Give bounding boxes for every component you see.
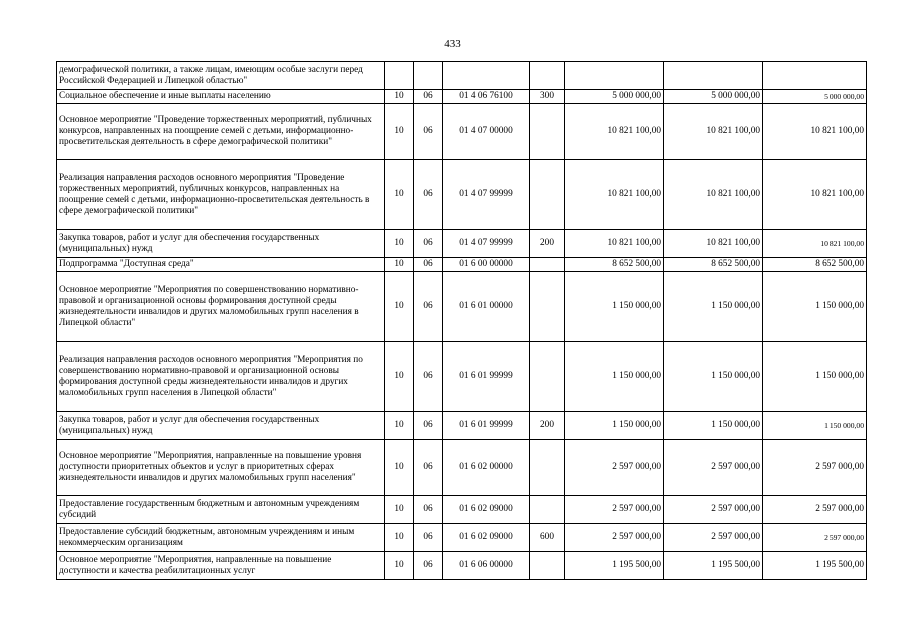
table-row [57, 272, 867, 342]
cell-subsection: 06 [414, 524, 443, 552]
cell-subsection [414, 62, 443, 90]
cell-expense-type: 600 [530, 524, 565, 552]
cell-target-article: 01 4 07 00000 [443, 104, 530, 160]
cell-target-article: 01 4 07 99999 [443, 160, 530, 230]
cell-subsection: 06 [414, 496, 443, 524]
cell-amount-3: 2 597 000,00 [763, 496, 867, 524]
cell-amount-1: 2 597 000,00 [565, 440, 664, 496]
cell-amount-2: 10 821 100,00 [664, 230, 763, 258]
cell-section: 10 [385, 272, 414, 342]
table-row [57, 160, 867, 230]
cell-amount-3: 1 150 000,00 [763, 412, 867, 440]
cell-target-article: 01 6 02 09000 [443, 496, 530, 524]
cell-description: Предоставление государственным бюджетным и автономным учреждениям субсидий [57, 496, 385, 524]
cell-amount-2: 1 150 000,00 [664, 412, 763, 440]
cell-description: Закупка товаров, работ и услуг для обеспечения государственных (муниципальных) нужд [57, 230, 385, 258]
cell-section: 10 [385, 104, 414, 160]
cell-section: 10 [385, 342, 414, 412]
cell-section: 10 [385, 160, 414, 230]
table-row [57, 104, 867, 160]
cell-description: Основное мероприятие "Мероприятия, направленные на повышение уровня доступности приоритетных объектов и услуг в приоритетных сферах жизнедеятельности инвалидов и других маломобильных групп населения" [57, 440, 385, 496]
cell-target-article [443, 62, 530, 90]
cell-description: Основное мероприятие "Проведение торжественных мероприятий, публичных конкурсов, направленных на поощрение семей с детьми, информационно-просветительская деятельность в сфере демографической политики" [57, 104, 385, 160]
cell-amount-3: 1 195 500,00 [763, 552, 867, 580]
cell-amount-3 [763, 62, 867, 90]
cell-amount-2: 10 821 100,00 [664, 104, 763, 160]
cell-section: 10 [385, 440, 414, 496]
table-row [57, 62, 867, 90]
cell-amount-3: 2 597 000,00 [763, 440, 867, 496]
cell-section: 10 [385, 258, 414, 272]
budget-table [56, 61, 867, 580]
cell-description: Подпрограмма "Доступная среда" [57, 258, 385, 272]
cell-amount-1: 1 150 000,00 [565, 342, 664, 412]
cell-amount-3: 5 000 000,00 [763, 90, 867, 104]
cell-amount-1: 5 000 000,00 [565, 90, 664, 104]
cell-amount-3: 10 821 100,00 [763, 230, 867, 258]
table-row [57, 440, 867, 496]
cell-amount-3: 10 821 100,00 [763, 160, 867, 230]
table-row [57, 230, 867, 258]
cell-amount-1: 1 150 000,00 [565, 412, 664, 440]
cell-expense-type [530, 258, 565, 272]
cell-amount-2: 5 000 000,00 [664, 90, 763, 104]
cell-expense-type: 200 [530, 412, 565, 440]
cell-description: Реализация направления расходов основного мероприятия "Мероприятия по совершенствованию нормативно-правовой и организационной основы формирования доступной среды жизнедеятельности инвалидов и других маломобильных групп населения в Липецкой области" [57, 342, 385, 412]
cell-subsection: 06 [414, 272, 443, 342]
table-row [57, 90, 867, 104]
cell-expense-type [530, 496, 565, 524]
table-row [57, 496, 867, 524]
cell-target-article: 01 6 01 99999 [443, 342, 530, 412]
cell-target-article: 01 6 01 99999 [443, 412, 530, 440]
cell-amount-1: 2 597 000,00 [565, 496, 664, 524]
cell-subsection: 06 [414, 160, 443, 230]
cell-description: Предоставление субсидий бюджетным, автономным учреждениям и иным некоммерческим организациям [57, 524, 385, 552]
table-row [57, 552, 867, 580]
cell-amount-2: 8 652 500,00 [664, 258, 763, 272]
page-number: 433 [444, 38, 461, 50]
cell-expense-type [530, 440, 565, 496]
cell-amount-1: 1 150 000,00 [565, 272, 664, 342]
cell-amount-2: 1 150 000,00 [664, 342, 763, 412]
cell-amount-2: 2 597 000,00 [664, 440, 763, 496]
cell-subsection: 06 [414, 258, 443, 272]
cell-expense-type [530, 104, 565, 160]
cell-amount-1: 8 652 500,00 [565, 258, 664, 272]
cell-amount-3: 1 150 000,00 [763, 272, 867, 342]
table-row [57, 342, 867, 412]
cell-target-article: 01 6 00 00000 [443, 258, 530, 272]
cell-amount-1: 2 597 000,00 [565, 524, 664, 552]
cell-section [385, 62, 414, 90]
cell-amount-1 [565, 62, 664, 90]
cell-amount-3: 10 821 100,00 [763, 104, 867, 160]
cell-target-article: 01 6 06 00000 [443, 552, 530, 580]
cell-amount-2: 2 597 000,00 [664, 496, 763, 524]
cell-amount-1: 10 821 100,00 [565, 160, 664, 230]
cell-amount-1: 10 821 100,00 [565, 230, 664, 258]
cell-subsection: 06 [414, 412, 443, 440]
cell-target-article: 01 4 06 76100 [443, 90, 530, 104]
cell-amount-2: 2 597 000,00 [664, 524, 763, 552]
cell-amount-1: 1 195 500,00 [565, 552, 664, 580]
cell-expense-type [530, 342, 565, 412]
cell-section: 10 [385, 230, 414, 258]
table-row [57, 412, 867, 440]
cell-description: Закупка товаров, работ и услуг для обеспечения государственных (муниципальных) нужд [57, 412, 385, 440]
cell-expense-type: 200 [530, 230, 565, 258]
cell-subsection: 06 [414, 230, 443, 258]
cell-target-article: 01 6 02 09000 [443, 524, 530, 552]
cell-amount-1: 10 821 100,00 [565, 104, 664, 160]
cell-amount-3: 2 597 000,00 [763, 524, 867, 552]
cell-target-article: 01 4 07 99999 [443, 230, 530, 258]
cell-amount-2 [664, 62, 763, 90]
cell-amount-3: 8 652 500,00 [763, 258, 867, 272]
cell-description: Основное мероприятие "Мероприятия, направленные на повышение доступности и качества реабилитационных услуг [57, 552, 385, 580]
cell-section: 10 [385, 412, 414, 440]
cell-amount-3: 1 150 000,00 [763, 342, 867, 412]
cell-expense-type [530, 552, 565, 580]
cell-description: демографической политики, а также лицам, имеющим особые заслуги перед Российской Федерацией и Липецкой областью" [57, 62, 385, 90]
cell-subsection: 06 [414, 90, 443, 104]
cell-target-article: 01 6 01 00000 [443, 272, 530, 342]
cell-amount-2: 10 821 100,00 [664, 160, 763, 230]
cell-subsection: 06 [414, 342, 443, 412]
cell-subsection: 06 [414, 552, 443, 580]
cell-section: 10 [385, 524, 414, 552]
cell-subsection: 06 [414, 440, 443, 496]
cell-section: 10 [385, 496, 414, 524]
cell-description: Реализация направления расходов основного мероприятия "Проведение торжественных мероприятий, публичных конкурсов, направленных на поощрение семей с детьми, информационно-просветительская деятельность в сфере демографической политики" [57, 160, 385, 230]
cell-subsection: 06 [414, 104, 443, 160]
cell-expense-type [530, 62, 565, 90]
table-body [57, 62, 867, 580]
cell-amount-2: 1 195 500,00 [664, 552, 763, 580]
cell-section: 10 [385, 90, 414, 104]
cell-section: 10 [385, 552, 414, 580]
table-row [57, 258, 867, 272]
table-row [57, 524, 867, 552]
cell-description: Основное мероприятие "Мероприятия по совершенствованию нормативно-правовой и организационной основы формирования доступной среды жизнедеятельности инвалидов и других маломобильных групп населения в Липецкой области" [57, 272, 385, 342]
cell-target-article: 01 6 02 00000 [443, 440, 530, 496]
cell-expense-type [530, 272, 565, 342]
cell-amount-2: 1 150 000,00 [664, 272, 763, 342]
cell-description: Социальное обеспечение и иные выплаты населению [57, 90, 385, 104]
cell-expense-type: 300 [530, 90, 565, 104]
cell-expense-type [530, 160, 565, 230]
